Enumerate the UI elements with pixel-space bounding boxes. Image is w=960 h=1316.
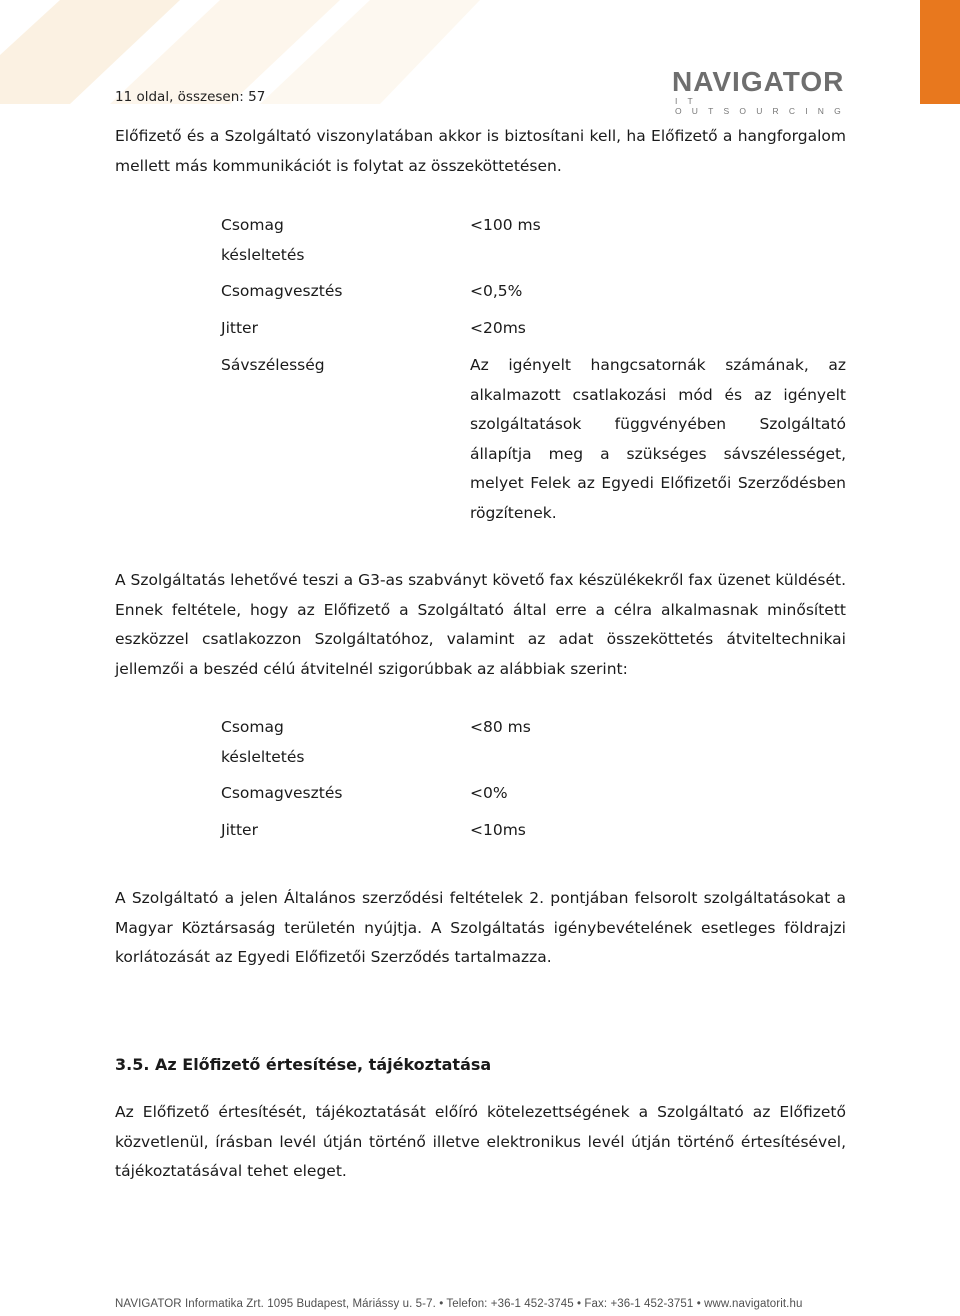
- row-label: Csomagvesztés: [221, 784, 343, 802]
- navigator-logo: [672, 66, 884, 116]
- orange-accent-bar: [920, 0, 960, 104]
- table-row: [221, 277, 846, 314]
- row-value: <10ms: [470, 821, 526, 839]
- table-row: [221, 314, 846, 351]
- row-label: Sávszélesség: [221, 356, 325, 374]
- row-value: <80 ms: [470, 718, 531, 736]
- logo-tagline: IT OUTSOURCING: [675, 96, 851, 116]
- paragraph: A Szolgáltatás lehetővé teszi a G3-as szabványt követő fax készülékekről fax üzenet küldését. Ennek feltétele, hogy az Előfizető a Szolgáltató által erre a célra alkalmasnak minősített eszközzel csatlakozzon Szolgáltatóhoz, valamint az adat összeköttetés átviteltechnikai jellemzői a beszéd célú átvitelnél szigorúbbak az alábbiak szerint:: [115, 571, 846, 678]
- row-value: <100 ms: [470, 216, 541, 234]
- row-value: <0,5%: [470, 282, 523, 300]
- section-heading: 3.5. Az Előfizető értesítése, tájékoztatása: [115, 1055, 492, 1074]
- row-label: Csomag késleltetés: [221, 718, 305, 766]
- table-row: [221, 211, 846, 277]
- row-value: <20ms: [470, 319, 526, 337]
- table-row: [221, 779, 846, 816]
- row-value: Az igényelt hangcsatornák számának, az alkalmazott csatlakozási mód és az igényelt szolgáltatások függvényében Szolgáltató állapítja meg a szükséges sávszélességet, melyet Felek az Egyedi Előfizetői Szerződésben rögzítenek.: [470, 356, 846, 522]
- table-row: [221, 713, 846, 779]
- paragraph: Az Előfizető értesítését, tájékoztatását előíró kötelezettségének a Szolgáltató az Előfizető közvetlenül, írásban levél útján történő illetve elektronikus levél útján történő értesítésével, tájékoztatásával tehet eleget.: [115, 1103, 846, 1180]
- page-number: 11 oldal, összesen: 57: [115, 89, 266, 105]
- page-footer: NAVIGATOR Informatika Zrt. 1095 Budapest, Máriássy u. 5-7. • Telefon: +36-1 452-3745 • Fax: +36-1 452-3751 • www.navigatorit.hu: [115, 1298, 803, 1310]
- paragraph-1-block: [115, 122, 846, 181]
- paragraph: Előfizető és a Szolgáltató viszonylatában akkor is biztosítani kell, ha Előfizető a hangforgalom mellett más kommunikációt is folytat az összeköttetésen.: [115, 127, 846, 175]
- paragraph-2-block: [115, 566, 846, 684]
- row-label: Jitter: [221, 821, 258, 839]
- paragraph-3-block: [115, 884, 846, 973]
- voice-quality-table: [221, 211, 846, 528]
- logo-wordmark: NAVIGATOR: [672, 66, 845, 97]
- row-label: Jitter: [221, 319, 258, 337]
- row-value: <0%: [470, 784, 508, 802]
- row-label: Csomag késleltetés: [221, 216, 305, 264]
- fax-quality-table: [221, 713, 846, 846]
- paragraph-4-block: [115, 1098, 846, 1187]
- table-row: [221, 816, 846, 846]
- paragraph: A Szolgáltató a jelen Általános szerződési feltételek 2. pontjában felsorolt szolgáltatásokat a Magyar Köztársaság területén nyújtja. A Szolgáltatás igénybevételének esetleges földrajzi korlátozását az Egyedi Előfizetői Szerződés tartalmazza.: [115, 889, 846, 966]
- row-label: Csomagvesztés: [221, 282, 343, 300]
- table-row: [221, 351, 846, 528]
